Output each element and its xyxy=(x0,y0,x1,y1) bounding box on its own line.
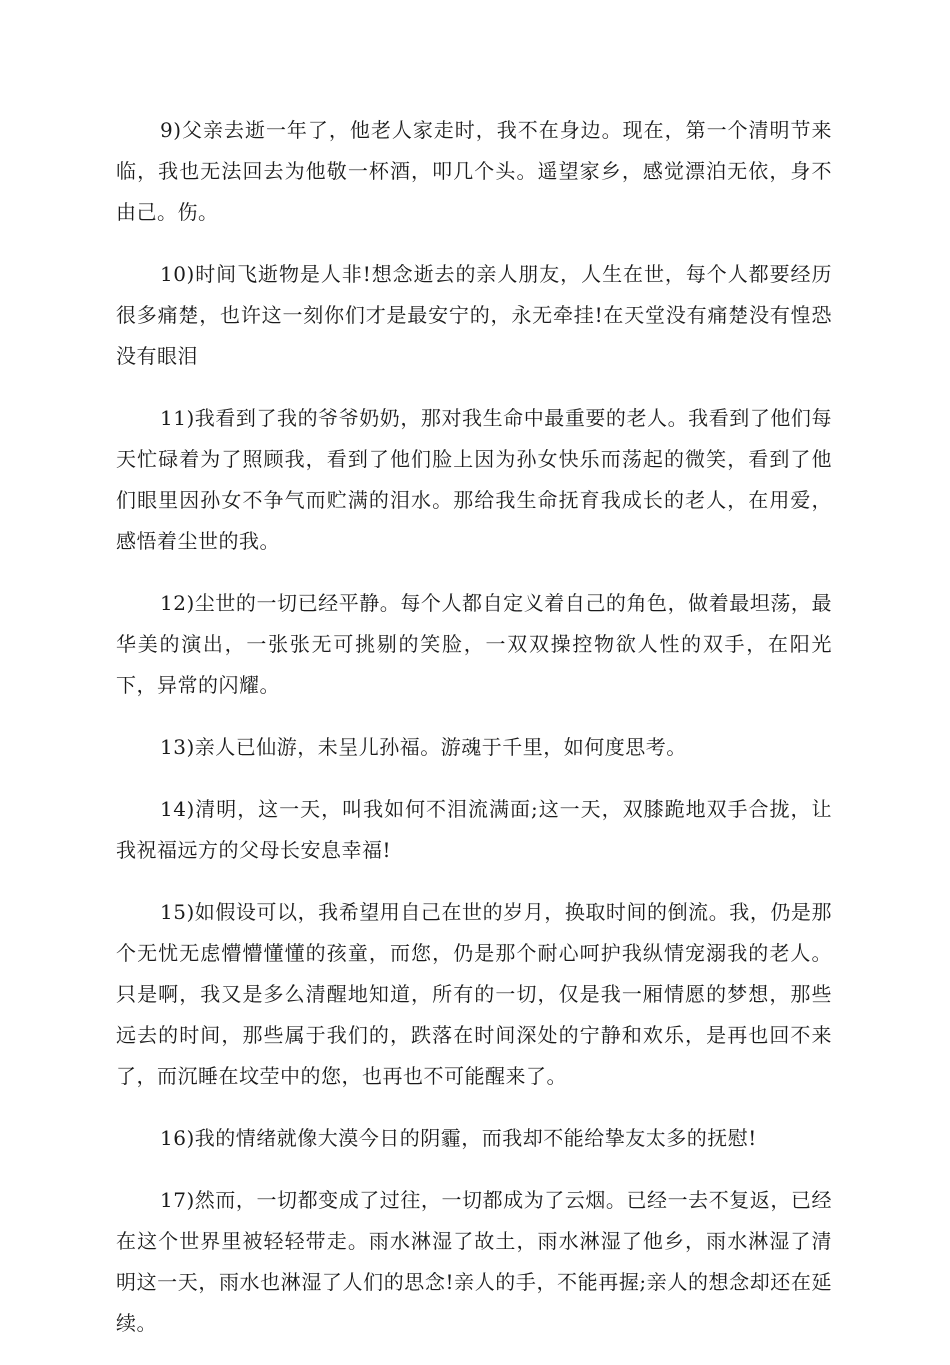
document-body xyxy=(116,110,832,1365)
paragraph-11: 11)我看到了我的爷爷奶奶，那对我生命中最重要的老人。我看到了他们每天忙碌着为了照顾我，看到了他们脸上因为孙女快乐而荡起的微笑，看到了他们眼里因孙女不争气而贮满的泪水。那给我生命抚育我成长的老人，在用爱，感悟着尘世的我。 xyxy=(116,406,832,553)
paragraph-14: 14)清明，这一天，叫我如何不泪流满面;这一天，双膝跪地双手合拢，让我祝福远方的父母长安息幸福! xyxy=(116,797,832,862)
paragraph-15: 15)如假设可以，我希望用自己在世的岁月，换取时间的倒流。我，仍是那个无忧无虑懵懵懂懂的孩童，而您，仍是那个耐心呵护我纵情宠溺我的老人。只是啊，我又是多么清醒地知道，所有的一切，仅是我一厢情愿的梦想，那些远去的时间，那些属于我们的，跌落在时间深处的宁静和欢乐，是再也回不来了，而沉睡在坟茔中的您，也再也不可能醒来了。 xyxy=(116,900,832,1088)
paragraph-10: 10)时间飞逝物是人非!想念逝去的亲人朋友，人生在世，每个人都要经历很多痛楚，也许这一刻你们才是最安宁的，永无牵挂!在天堂没有痛楚没有惶恐没有眼泪 xyxy=(116,262,832,368)
paragraph-12: 12)尘世的一切已经平静。每个人都自定义着自己的角色，做着最坦荡，最华美的演出，一张张无可挑剔的笑脸，一双双操控物欲人性的双手，在阳光下，异常的闪耀。 xyxy=(116,591,832,697)
paragraph-13: 13)亲人已仙游，未呈儿孙福。游魂于千里，如何度思考。 xyxy=(160,735,687,759)
paragraph-9: 9)父亲去逝一年了，他老人家走时，我不在身边。现在，第一个清明节来临，我也无法回去为他敬一杯酒，叩几个头。遥望家乡，感觉漂泊无依，身不由己。伤。 xyxy=(116,118,832,224)
paragraph-17: 17)然而，一切都变成了过往，一切都成为了云烟。已经一去不复返，已经在这个世界里被轻轻带走。雨水淋湿了故土，雨水淋湿了他乡，雨水淋湿了清明这一天，雨水也淋湿了人们的思念!亲人的手，不能再握;亲人的想念却还在延续。 xyxy=(116,1188,832,1335)
paragraph-16: 16)我的情绪就像大漠今日的阴霾，而我却不能给挚友太多的抚慰! xyxy=(160,1126,757,1150)
